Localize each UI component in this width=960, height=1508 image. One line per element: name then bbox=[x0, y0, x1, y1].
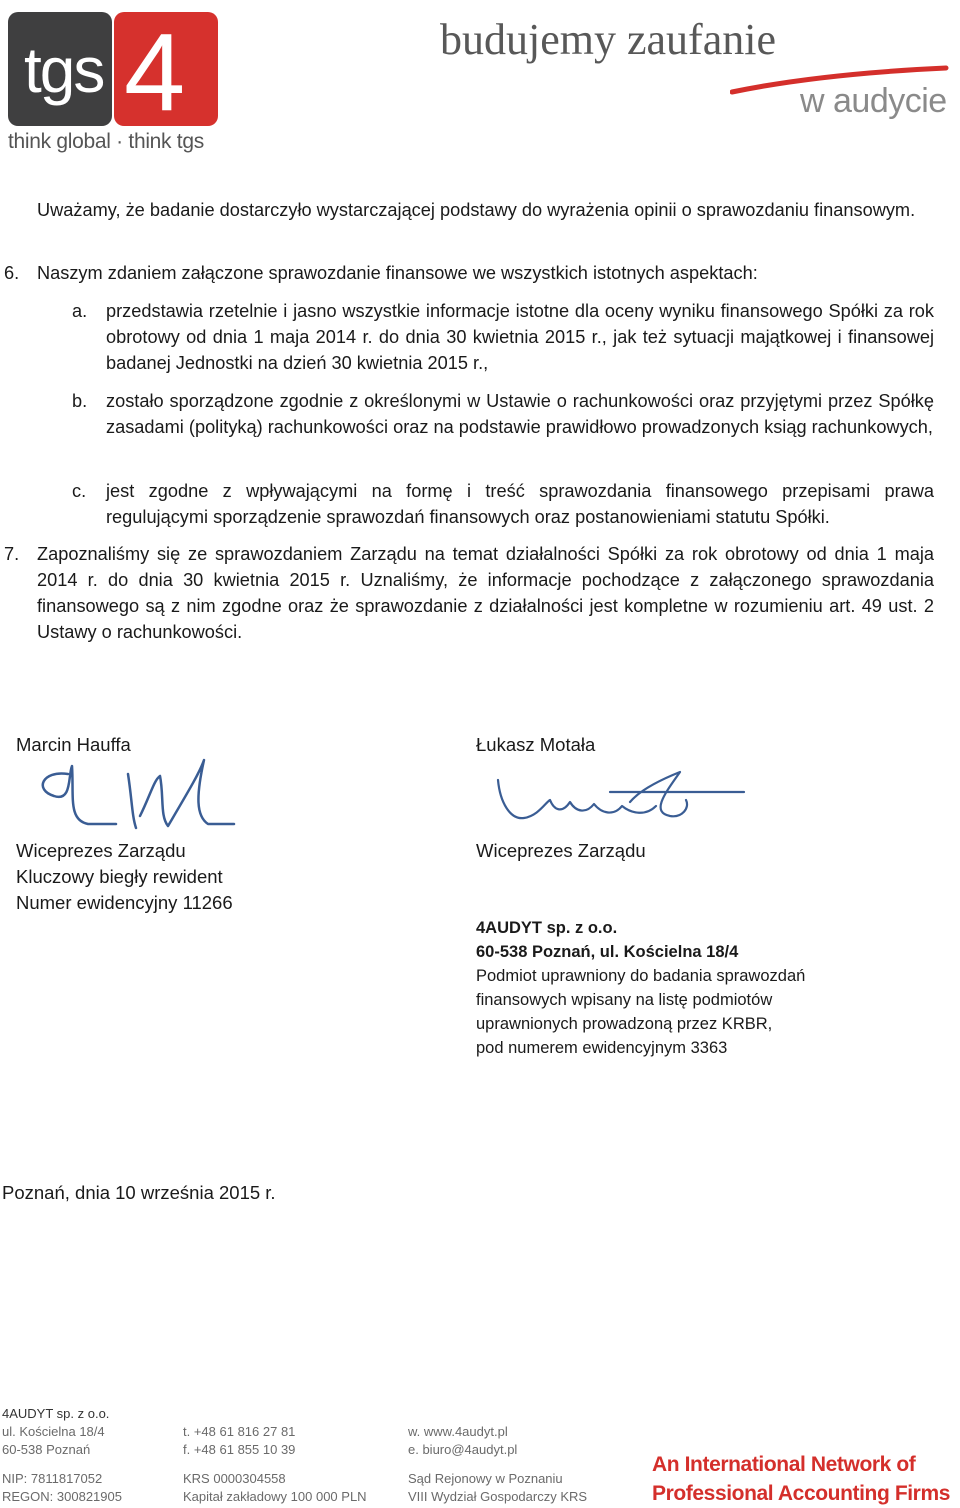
network-tagline bbox=[652, 1450, 950, 1508]
footer-col-court bbox=[408, 1470, 587, 1506]
signer-left-role3: Numer ewidencyjny 11266 bbox=[16, 892, 233, 913]
footer-court2: VIII Wydział Gospodarczy KRS bbox=[408, 1489, 588, 1504]
logo-tgs-block bbox=[8, 12, 112, 126]
item-c-text: jest zgodne z wpływającymi na formę i treść sprawozdania finansowego przepisami prawa regulującymi sporządzenie sprawozdań finansowych oraz postanowieniami statutu Spółki. bbox=[106, 481, 934, 527]
footer-company: 4AUDYT sp. z o.o. bbox=[2, 1406, 110, 1421]
firm-name: 4AUDYT sp. z o.o. bbox=[476, 919, 618, 937]
footer-col-ids bbox=[2, 1470, 122, 1506]
footer-col-contact bbox=[183, 1423, 295, 1459]
logo-text: tgs bbox=[24, 34, 104, 106]
intro-paragraph: Uważamy, że badanie dostarczyło wystarczającej podstawy do wyrażenia opinii o sprawozdaniu finansowym. bbox=[37, 200, 916, 220]
item-c-letter: c. bbox=[72, 481, 87, 501]
footer-web[interactable]: w. www.4audyt.pl bbox=[408, 1424, 508, 1439]
network-line2: Professional Accounting Firms bbox=[652, 1482, 951, 1505]
signer-left-role1: Wiceprezes Zarządu bbox=[16, 840, 186, 861]
paragraph-7-text: Zapoznaliśmy się ze sprawozdaniem Zarządu na temat działalności Spółki za rok obrotowy od dnia 1 maja 2014 r. do dnia 30 kwietnia 2015 r. Uznaliśmy, że informacje pochodzące z załączonego sprawozdania finansowego są z nim zgodne oraz że sprawozdanie z działalności jest kompletne w rozumieniu art. 49 ust. 2 Ustawy o rachunkowości. bbox=[37, 544, 934, 642]
firm-line4: pod numerem ewidencyjnym 3363 bbox=[476, 1039, 728, 1057]
footer-col-krs bbox=[183, 1470, 367, 1506]
logo-four-block bbox=[114, 11, 218, 134]
paragraph-6-text: Naszym zdaniem załączone sprawozdanie finansowe we wszystkich istotnych aspektach: bbox=[37, 263, 758, 283]
footer-capital: Kapitał zakładowy 100 000 PLN bbox=[183, 1489, 367, 1504]
slogan: budujemy zaufanie bbox=[440, 15, 776, 64]
firm-line2: finansowych wpisany na listę podmiotów bbox=[476, 991, 773, 1009]
signature-right-icon bbox=[490, 762, 750, 828]
network-line1: An International Network of bbox=[652, 1453, 916, 1476]
footer-phone: t. +48 61 816 27 81 bbox=[183, 1424, 296, 1439]
paragraph-7-number: 7. bbox=[4, 544, 20, 564]
logo-tagline: think global · think tgs bbox=[8, 130, 204, 153]
slogan-sub: w audycie bbox=[800, 82, 947, 120]
item-a-text: przedstawia rzetelnie i jasno wszystkie informacje istotne dla oceny wyniku finansowego Spółki za rok obrotowy od dnia 1 maja 2014 r. do dnia 30 kwietnia 2015 r., jak też sytuacji majątkowej i finansowej badanej Jednostki na dzień 30 kwietnia 2015 r., bbox=[106, 301, 934, 373]
footer-court1: Sąd Rejonowy w Poznaniu bbox=[408, 1471, 563, 1486]
logo-number: 4 bbox=[124, 11, 186, 134]
signer-left-name: Marcin Hauffa bbox=[16, 734, 131, 755]
firm-address: 60-538 Poznań, ul. Kościelna 18/4 bbox=[476, 943, 739, 961]
footer-regon: REGON: 300821905 bbox=[2, 1489, 122, 1504]
footer-nip: NIP: 7811817052 bbox=[2, 1471, 103, 1486]
footer-krs: KRS 0000304558 bbox=[183, 1471, 286, 1486]
signer-left-role2: Kluczowy biegły rewident bbox=[16, 866, 223, 887]
item-b-text: zostało sporządzone zgodnie z określonymi w Ustawie o rachunkowości oraz przyjętymi przez Spółkę zasadami (polityką) rachunkowości oraz na podstawie prawidłowo prowadzonych ksiąg rachunkowych, bbox=[106, 391, 934, 437]
signature-left-icon bbox=[28, 756, 238, 836]
footer-city: 60-538 Poznań bbox=[2, 1442, 91, 1457]
footer-street: ul. Kościelna 18/4 bbox=[2, 1424, 105, 1439]
footer-col-address bbox=[2, 1405, 109, 1459]
signer-right-name: Łukasz Motała bbox=[476, 734, 596, 755]
firm-line3: uprawnionych prowadzoną przez KRBR, bbox=[476, 1015, 773, 1033]
firm-line1: Podmiot uprawniony do badania sprawozdań bbox=[476, 967, 806, 985]
signer-right-role1: Wiceprezes Zarządu bbox=[476, 840, 646, 861]
footer-email[interactable]: e. biuro@4audyt.pl bbox=[408, 1442, 518, 1457]
paragraph-6-number: 6. bbox=[4, 263, 20, 283]
footer-fax: f. +48 61 855 10 39 bbox=[183, 1442, 296, 1457]
item-b-letter: b. bbox=[72, 391, 88, 411]
firm-block bbox=[476, 916, 805, 1060]
item-a-letter: a. bbox=[72, 301, 88, 321]
place-date: Poznań, dnia 10 września 2015 r. bbox=[2, 1182, 276, 1203]
footer-col-web bbox=[408, 1423, 517, 1459]
